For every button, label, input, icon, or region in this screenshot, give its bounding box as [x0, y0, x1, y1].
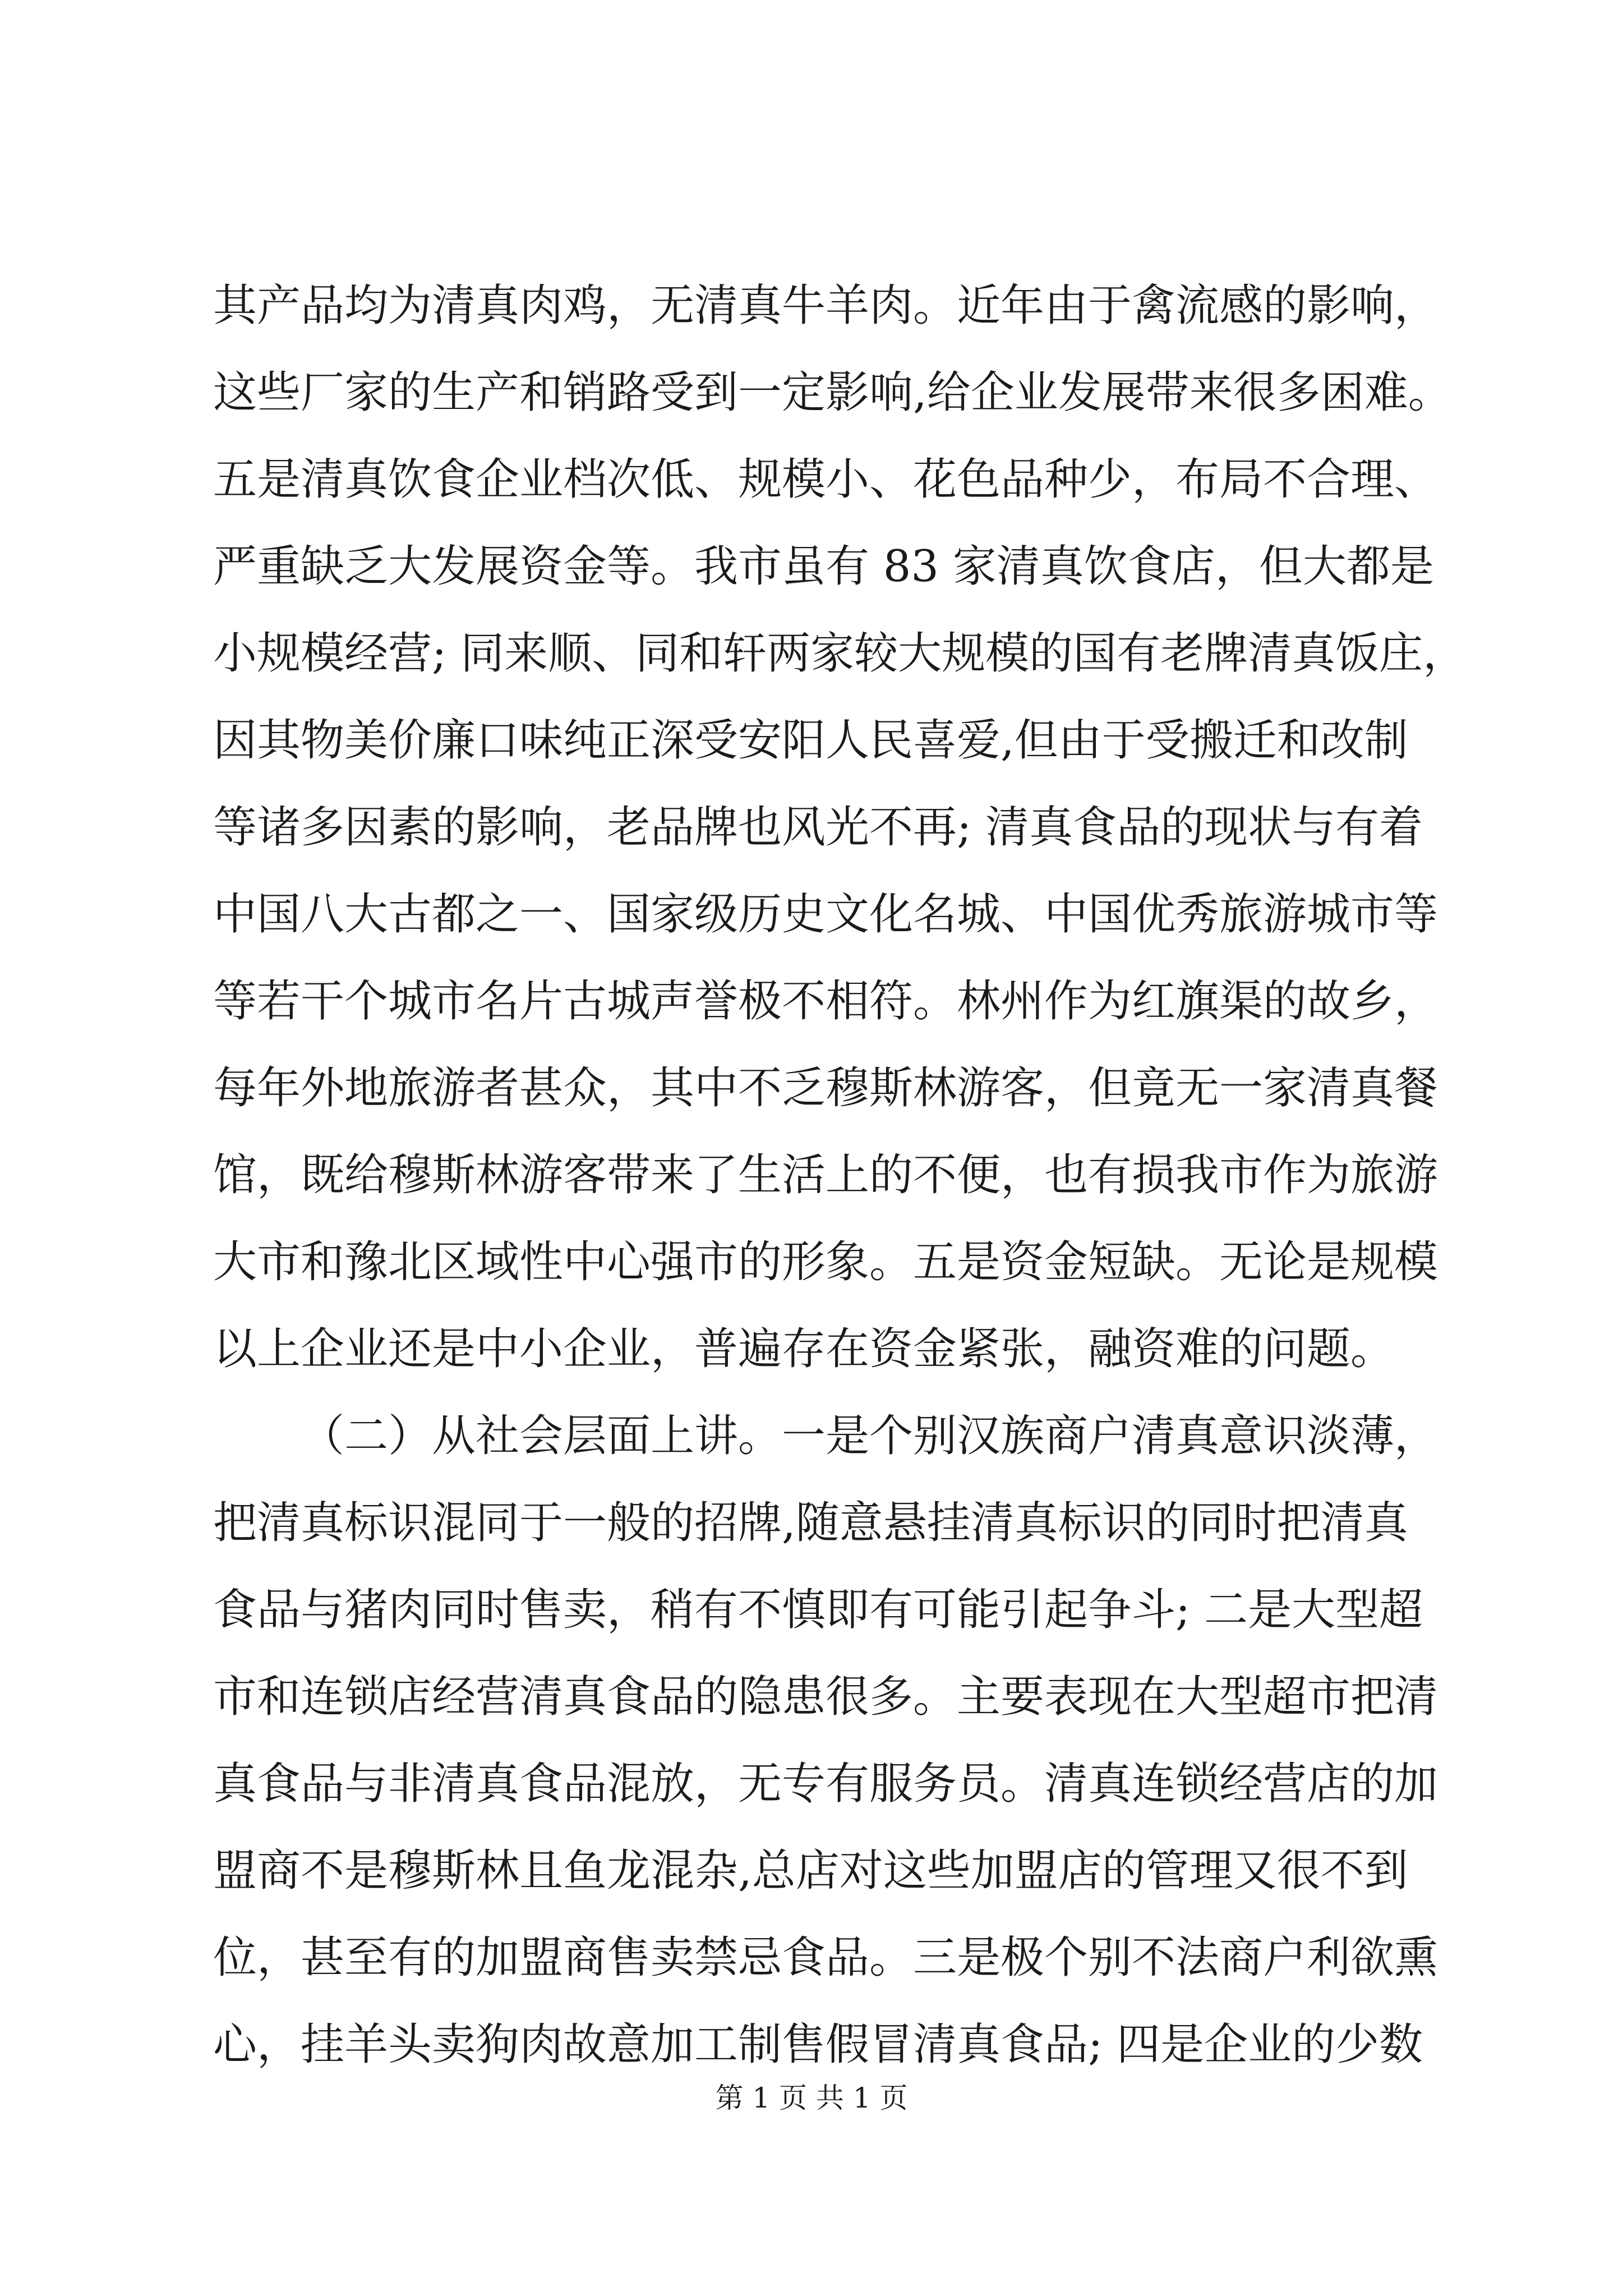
text-line: 位，甚至有的加盟商售卖禁忌食品。三是极个别不法商户利欲熏 [213, 1932, 1438, 1983]
text-line: 大市和豫北区域性中心强市的形象。五是资金短缺。无论是规模 [213, 1237, 1438, 1287]
page-footer: 第 1 页 共 1 页 [715, 2082, 908, 2114]
text-line: 等若干个城市名片古城声誉极不相符。林州作为红旗渠的故乡， [213, 976, 1438, 1027]
body-text [213, 263, 1467, 2088]
text-line: 市和连锁店经营清真食品的隐患很多。主要表现在大型超市把清 [213, 1672, 1438, 1722]
text-line: 这些厂家的生产和销路受到一定影响,给企业发展带来很多困难。 [213, 367, 1452, 418]
text-line: 等诸多因素的影响，老品牌也风光不再; 清真食品的现状与有着 [213, 802, 1423, 853]
text-line: 每年外地旅游者甚众，其中不乏穆斯林游客，但竟无一家清真餐 [213, 1063, 1438, 1114]
text-line: 中国八大古都之一、国家级历史文化名城、中国优秀旅游城市等 [213, 889, 1438, 940]
text-line: 把清真标识混同于一般的招牌,随意悬挂清真标识的同时把清真 [213, 1498, 1408, 1548]
text-line: 以上企业还是中小企业，普遍存在资金紧张，融资难的问题。 [213, 1324, 1395, 1374]
text-line: 盟商不是穆斯林且鱼龙混杂,总店对这些加盟店的管理又很不到 [213, 1846, 1408, 1896]
text-line: 因其物美价廉口味纯正深受安阳人民喜爱,但由于受搬迁和改制 [213, 715, 1408, 766]
text-line: 严重缺乏大发展资金等。我市虽有 83 家清真饮食店，但大都是 [213, 541, 1434, 592]
text-line: 馆，既给穆斯林游客带来了生活上的不便，也有损我市作为旅游 [213, 1150, 1438, 1200]
text-line: 五是清真饮食企业档次低、规模小、花色品种少，布局不合理、 [213, 454, 1438, 505]
text-line: 食品与猪肉同时售卖，稍有不慎即有可能引起争斗; 二是大型超 [213, 1585, 1423, 1635]
text-line: 真食品与非清真食品混放，无专有服务员。清真连锁经营店的加 [213, 1759, 1438, 1809]
text-line: 其产品均为清真肉鸡，无清真牛羊肉。近年由于禽流感的影响， [213, 280, 1438, 331]
text-line: 小规模经营; 同来顺、同和轩两家较大规模的国有老牌清真饭庄， [213, 628, 1467, 679]
text-line: 心，挂羊头卖狗肉故意加工制售假冒清真食品; 四是企业的少数 [213, 2019, 1423, 2070]
paragraph-start-line: （二）从社会层面上讲。一是个别汉族商户清真意识淡薄， [301, 1411, 1438, 1461]
